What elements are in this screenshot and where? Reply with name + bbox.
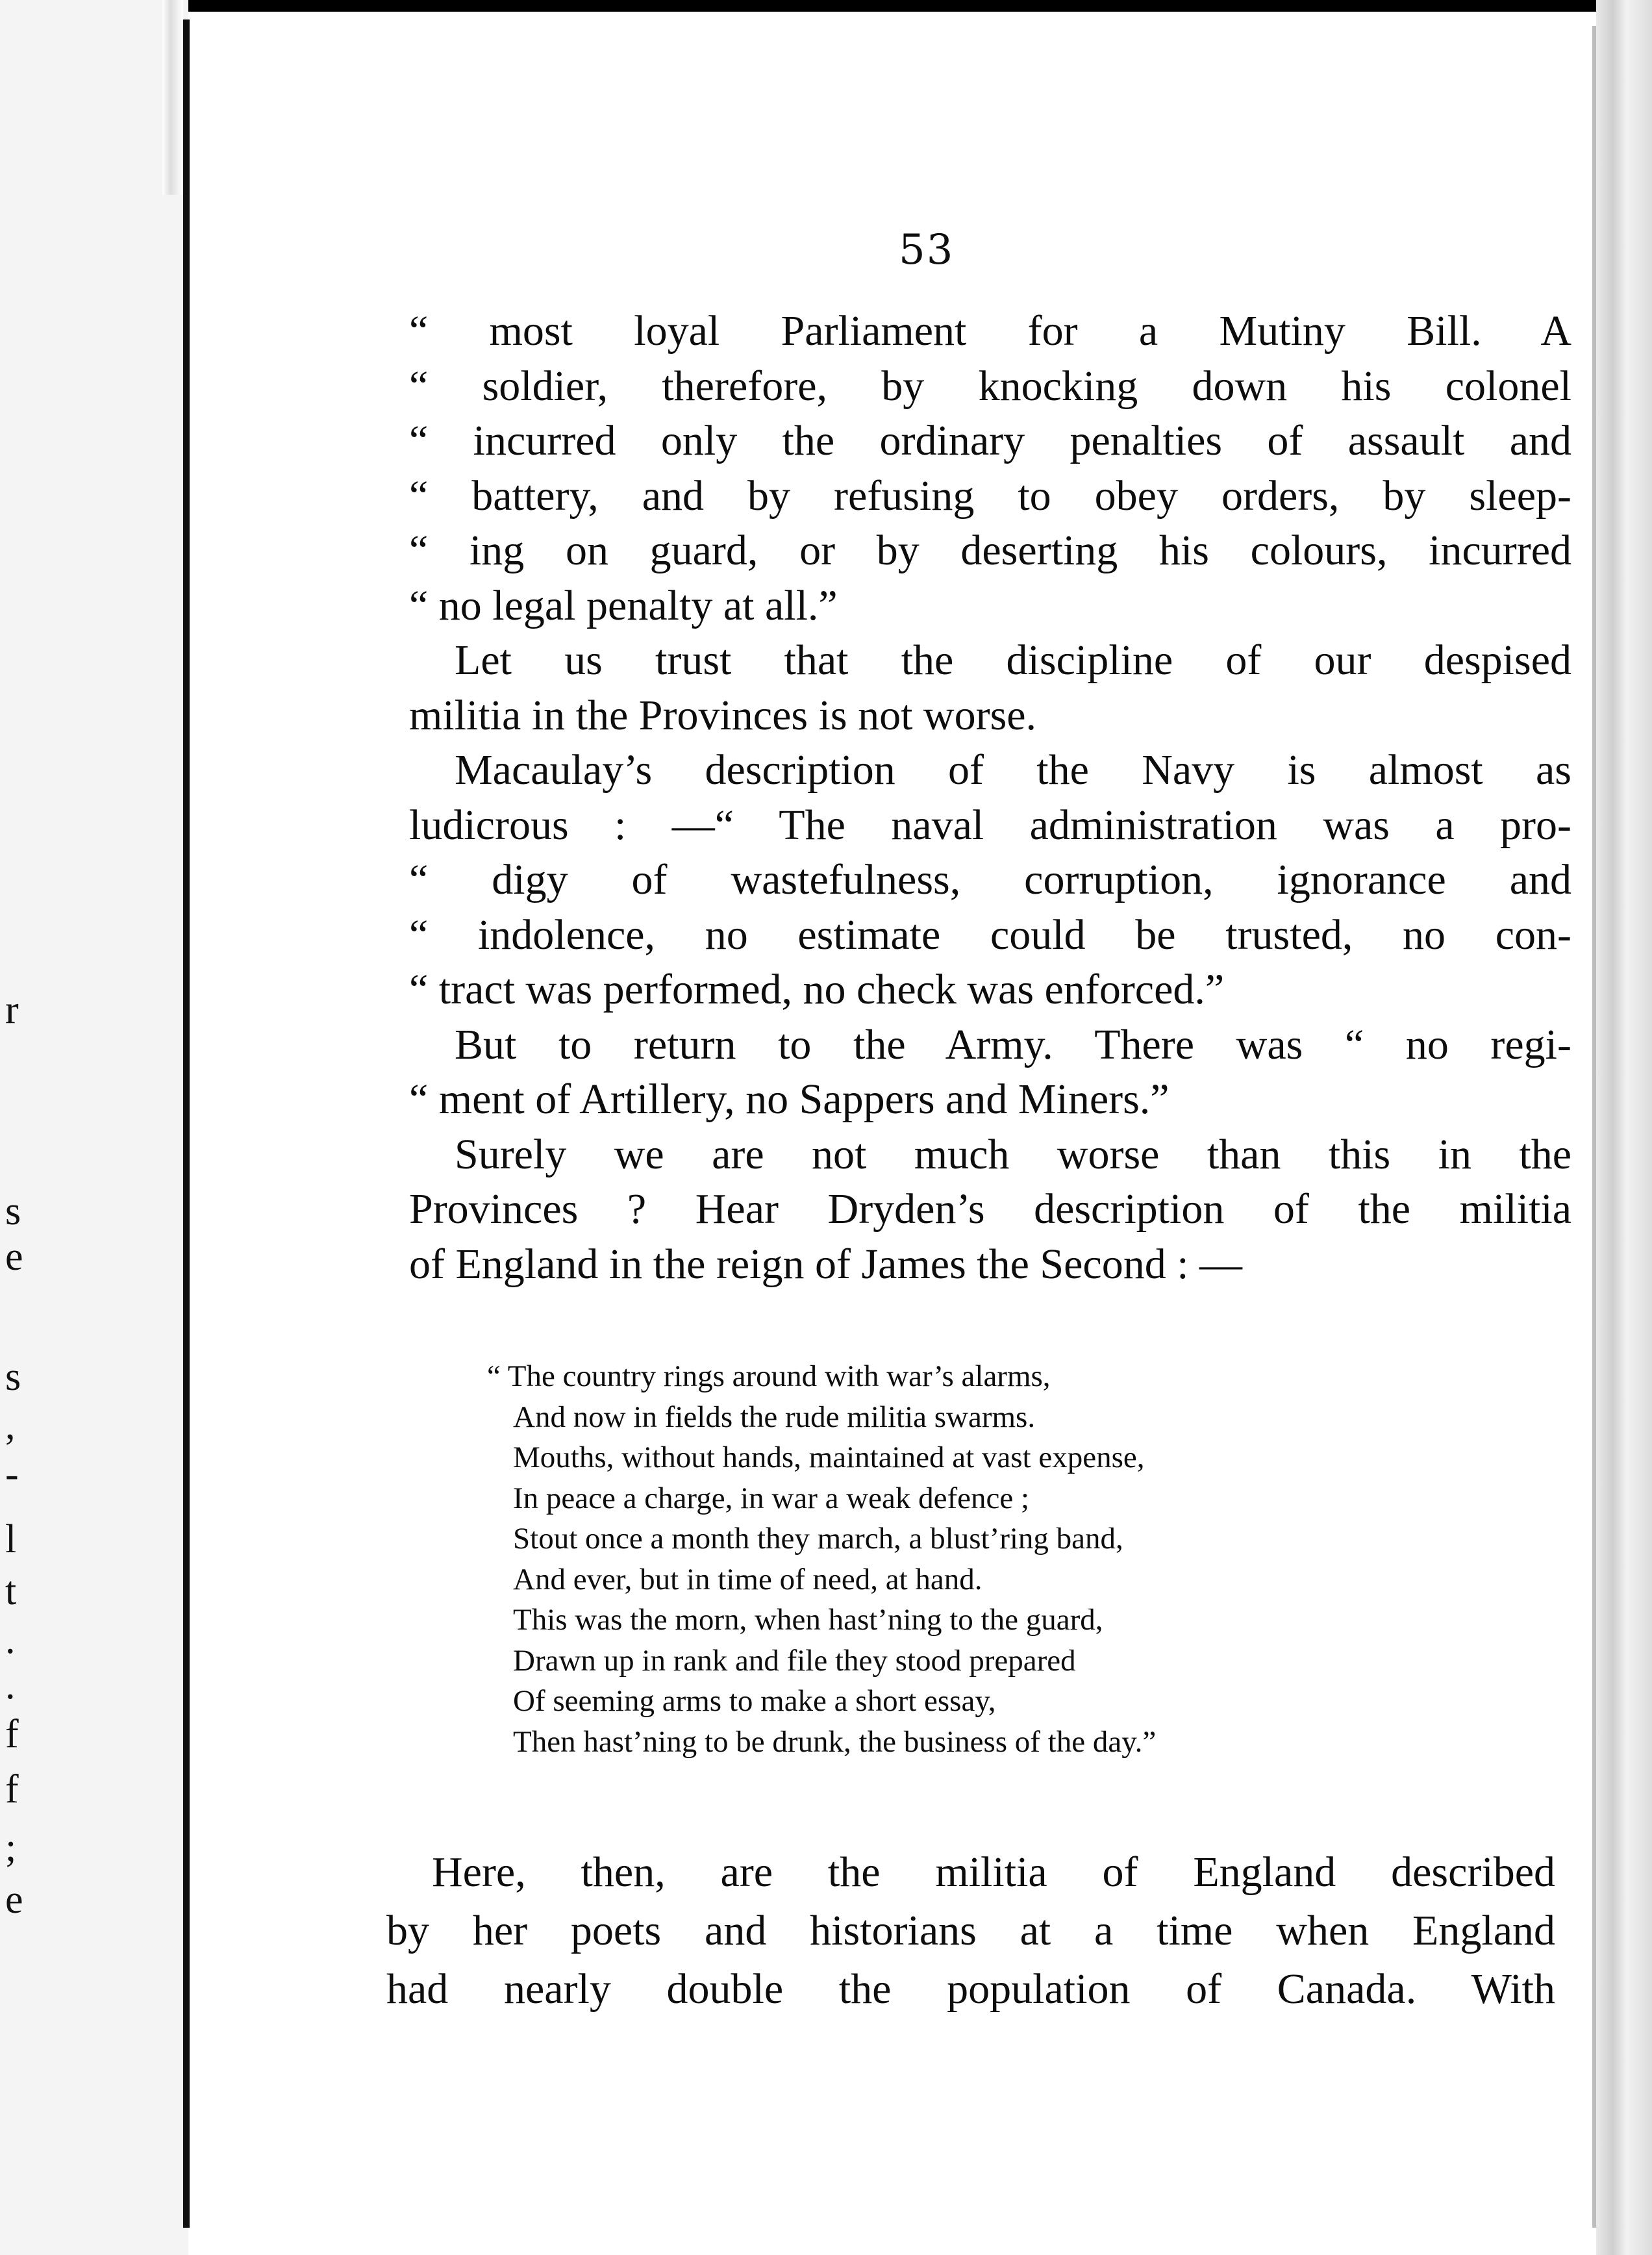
poem-line: “ The country rings around with war’s alarms, <box>487 1359 1051 1393</box>
spine-fold <box>162 0 183 195</box>
text-line: “ soldier, therefore, by knocking down his colonel <box>409 362 1571 410</box>
text-line: Provinces ? Hear Dryden’s description of the militia <box>409 1185 1571 1233</box>
text-line: ludicrous : —“ The naval administration was a pro- <box>409 801 1571 849</box>
body-text <box>409 304 1571 1292</box>
margin-letter: r <box>5 988 19 1032</box>
closing-paragraph <box>386 1843 1555 2019</box>
binding-margin <box>0 0 188 2255</box>
text-line: “ indolence, no estimate could be trusted, no con- <box>409 911 1571 959</box>
margin-letter: ; <box>5 1826 17 1870</box>
poem-line: In peace a charge, in war a weak defence ; <box>513 1481 1030 1515</box>
top-scan-edge <box>0 0 1652 12</box>
text-line: “ digy of wastefulness, corruption, ignorance and <box>409 856 1571 903</box>
poem-line: And now in fields the rude militia swarms. <box>513 1400 1036 1434</box>
text-line: Here, then, are the militia of England described <box>432 1848 1555 1896</box>
text-line: had nearly double the population of Canada. With <box>386 1965 1555 2013</box>
margin-letter: - <box>5 1452 19 1496</box>
margin-letter: s <box>5 1355 21 1399</box>
text-line: But to return to the Army. There was “ no regi- <box>455 1020 1571 1068</box>
text-line: “ tract was performed, no check was enforced.” <box>409 966 1225 1013</box>
margin-letter: e <box>5 1235 23 1279</box>
margin-letter: e <box>5 1878 23 1922</box>
right-page-edge <box>1596 0 1652 2255</box>
book-page <box>195 12 1591 2246</box>
poem-quotation <box>487 1356 1487 1762</box>
margin-letter: s <box>5 1189 21 1233</box>
text-line: militia in the Provinces is not worse. <box>409 691 1037 739</box>
margin-letter: f <box>5 1712 19 1756</box>
margin-letter: f <box>5 1767 19 1811</box>
margin-letter: . <box>5 1663 16 1707</box>
page-number: 53 <box>899 226 955 274</box>
text-line: “ no legal penalty at all.” <box>409 581 838 629</box>
spine-line <box>183 19 190 2228</box>
text-line: “ ment of Artillery, no Sappers and Miners.” <box>409 1076 1170 1123</box>
poem-line: Of seeming arms to make a short essay, <box>513 1684 996 1718</box>
text-line: by her poets and historians at a time when England <box>386 1907 1555 1954</box>
text-line: Surely we are not much worse than this in the <box>455 1130 1571 1178</box>
poem-line: Mouths, without hands, maintained at vast expense, <box>513 1441 1145 1474</box>
margin-letter: l <box>5 1517 17 1561</box>
poem-line: Drawn up in rank and file they stood prepared <box>513 1643 1076 1678</box>
margin-letter: , <box>5 1404 16 1448</box>
poem-line: Stout once a month they march, a blust’ring band, <box>513 1522 1123 1556</box>
text-line: of England in the reign of James the Second : — <box>409 1240 1243 1288</box>
poem-line: This was the morn, when hast’ning to the guard, <box>513 1603 1103 1637</box>
text-line: “ incurred only the ordinary penalties of assault and <box>409 417 1571 464</box>
margin-letter: t <box>5 1569 17 1613</box>
text-line: “ most loyal Parliament for a Mutiny Bill. A <box>409 307 1571 355</box>
text-line: Let us trust that the discipline of our despised <box>455 636 1571 684</box>
margin-letter: . <box>5 1618 16 1662</box>
poem-line: And ever, but in time of need, at hand. <box>513 1562 982 1596</box>
poem-line: Then hast’ning to be drunk, the business of the day.” <box>513 1724 1157 1759</box>
text-line: “ ing on guard, or by deserting his colours, incurred <box>409 527 1571 574</box>
text-line: Macaulay’s description of the Navy is almost as <box>455 746 1571 794</box>
text-line: “ battery, and by refusing to obey orders, by sleep- <box>409 472 1571 520</box>
